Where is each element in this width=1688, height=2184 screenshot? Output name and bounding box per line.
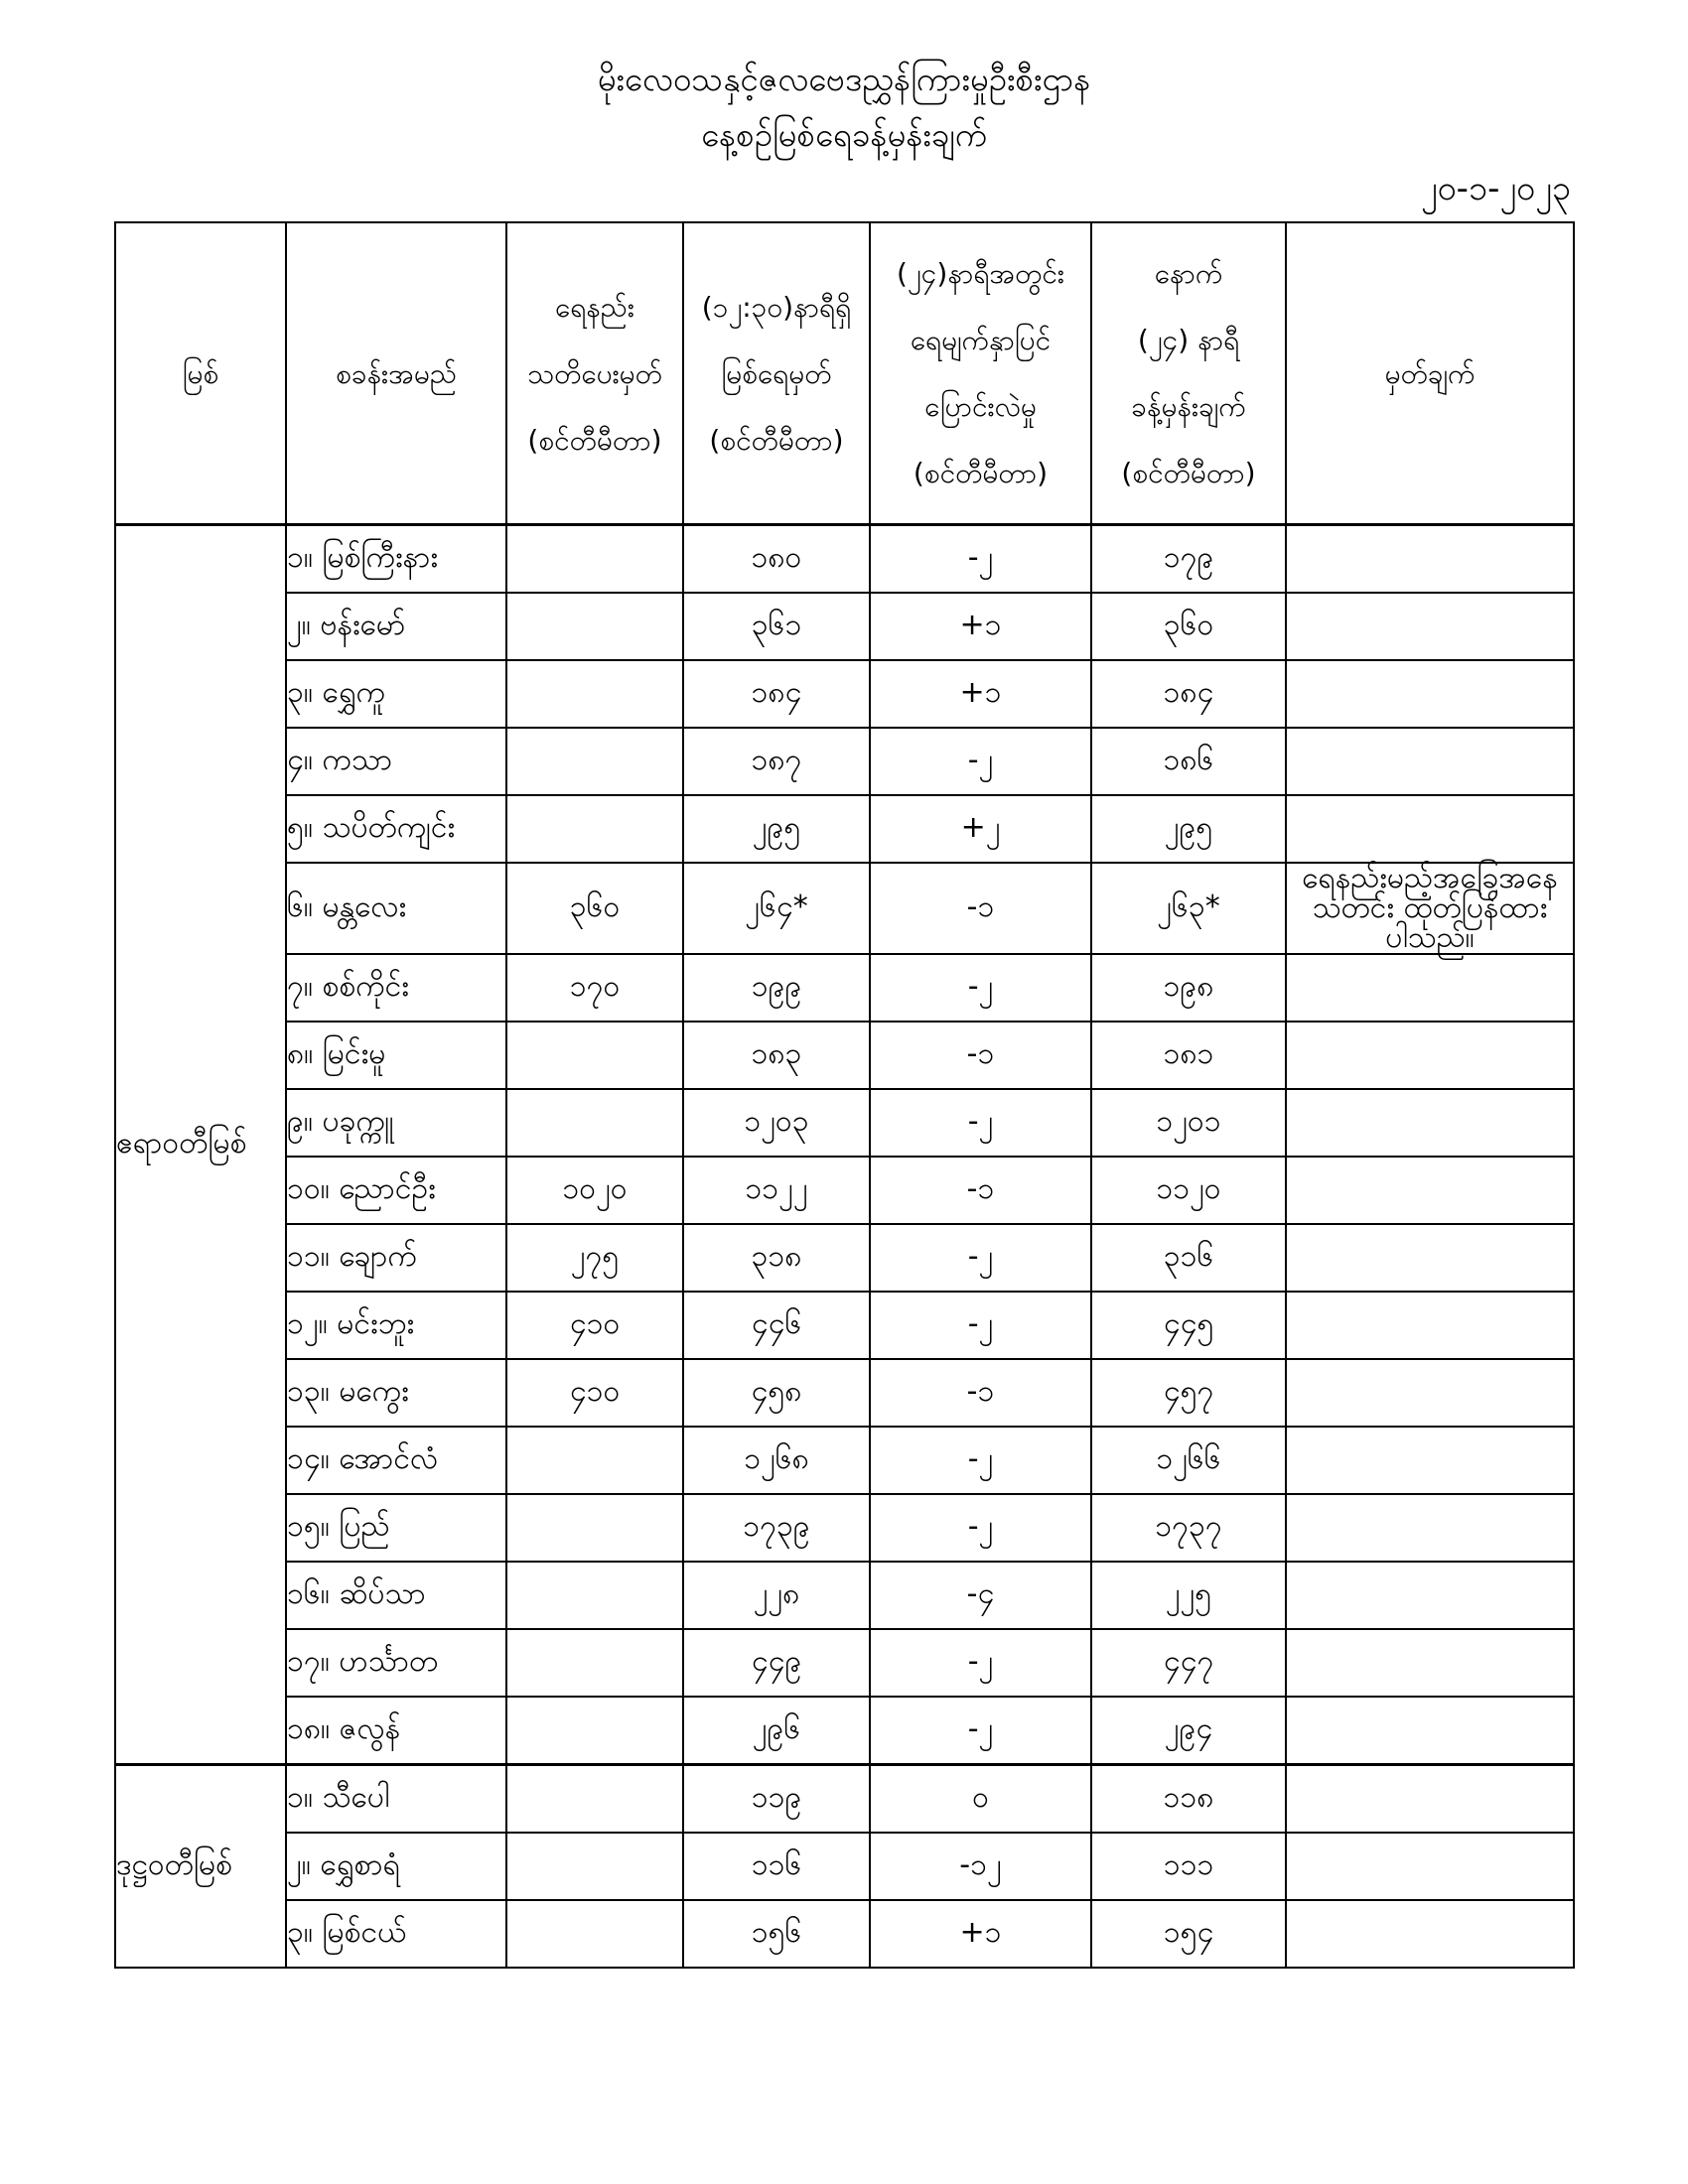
page-subtitle: နေ့စဉ်မြစ်ရေခန့်မှန်းချက် [701,115,987,154]
table-row [115,1494,1574,1562]
header-line: ပြောင်းလဲမှု [924,390,1037,423]
change-cell: -၂ [870,1494,1091,1562]
table-row [115,1697,1574,1765]
table-row [115,728,1574,795]
danger-level-cell [506,1900,683,1968]
remark-cell: ရေနည်းမည့်အခြေအနေသတင်း ထုတ်ပြန်ထားပါသည်။ [1286,863,1574,954]
water-level-cell: ၁၈၃ [683,1022,870,1089]
header-line: (စင်တီမီတာ) [527,423,662,457]
header-line: (၂၄)နာရီအတွင်း [896,257,1065,290]
station-name-cell: ၇။ စစ်ကိုင်း [286,954,506,1022]
danger-level-cell [506,1629,683,1697]
change-cell: -၂ [870,1224,1091,1292]
station-name-cell: ၁၇။ ဟင်္သာတ [286,1629,506,1697]
remark-cell [1286,1089,1574,1157]
station-name-cell: ၁၃။ မကွေး [286,1359,506,1427]
forecast-cell: ၂၉၅ [1091,795,1286,863]
header-line: ခန့်မှန်းချက် [1131,390,1246,423]
danger-level-cell [506,593,683,660]
danger-level-cell [506,1089,683,1157]
forecast-cell: ၄၄၅ [1091,1292,1286,1359]
change-cell: +၁ [870,1900,1091,1968]
table-row [115,1562,1574,1629]
forecast-cell: ၁၉၈ [1091,954,1286,1022]
page-title: မိုးလေဝသနှင့်ဇလဗေဒညွှန်ကြားမှုဦးစီးဌာန [597,60,1091,98]
remark-cell [1286,1022,1574,1089]
station-name-cell: ၃။ မြစ်ငယ် [286,1900,506,1968]
header-line: မြစ်ရေမှတ် [721,356,832,390]
table-row [115,1224,1574,1292]
table-row [115,1157,1574,1224]
danger-level-cell [506,1494,683,1562]
danger-level-cell [506,660,683,728]
remark-cell [1286,1900,1574,1968]
table-row [115,525,1574,594]
column-header-station [286,222,506,525]
station-name-cell: ၈။ မြင်းမူ [286,1022,506,1089]
water-level-cell: ၄၅၈ [683,1359,870,1427]
water-level-cell: ၂၆၄* [683,863,870,954]
danger-level-cell [506,1833,683,1900]
table-row [115,954,1574,1022]
forecast-cell: ၁၈၄ [1091,660,1286,728]
forecast-cell: ၂၉၄ [1091,1697,1286,1765]
remark-cell [1286,1833,1574,1900]
table-row [115,795,1574,863]
header-line: ရေနည်း [555,290,634,324]
remark-cell [1286,795,1574,863]
station-name-cell: ၆။ မန္တလေး [286,863,506,954]
header-line: သတိပေးမှတ် [527,356,662,390]
danger-level-cell: ၂၇၅ [506,1224,683,1292]
table-row [115,1089,1574,1157]
forecast-cell: ၁၅၄ [1091,1900,1286,1968]
remark-cell [1286,593,1574,660]
table-row [115,593,1574,660]
danger-level-cell: ၄၁၀ [506,1359,683,1427]
remark-cell [1286,1224,1574,1292]
danger-level-cell [506,728,683,795]
station-name-cell: ၁၂။ မင်းဘူး [286,1292,506,1359]
water-level-cell: ၁၂၆၈ [683,1427,870,1494]
table-row [115,1292,1574,1359]
river-name-cell: ဒုဋ္ဌဝတီမြစ် [115,1765,286,1969]
table-row [115,1022,1574,1089]
remark-cell [1286,1562,1574,1629]
remark-cell [1286,954,1574,1022]
change-cell: -၂ [870,954,1091,1022]
water-level-cell: ၁၈၀ [683,525,870,594]
water-level-cell: ၃၁၈ [683,1224,870,1292]
forecast-cell: ၁၁၈ [1091,1765,1286,1834]
forecast-cell: ၁၁၁ [1091,1833,1286,1900]
danger-level-cell [506,525,683,594]
change-cell: -၂ [870,1089,1091,1157]
forecast-cell: ၂၂၅ [1091,1562,1286,1629]
change-cell: -၁ [870,863,1091,954]
water-level-cell: ၄၄၆ [683,1292,870,1359]
change-cell: -၁ [870,1157,1091,1224]
danger-level-cell: ၁၇၀ [506,954,683,1022]
station-name-cell: ၅။ သပိတ်ကျင်း [286,795,506,863]
danger-level-cell: ၃၆၀ [506,863,683,954]
change-cell: +၂ [870,795,1091,863]
remark-cell [1286,525,1574,594]
change-cell: +၁ [870,660,1091,728]
remark-cell [1286,1292,1574,1359]
header-line: (၁၂:၃၀)နာရီရှိ [701,290,852,324]
water-level-cell: ၁၂၀၃ [683,1089,870,1157]
station-name-cell: ၁၀။ ညောင်ဦး [286,1157,506,1224]
remark-cell [1286,1765,1574,1834]
change-cell: ၀ [870,1765,1091,1834]
station-name-cell: ၉။ ပခုက္ကူ [286,1089,506,1157]
header-line: နောက် [1154,257,1223,290]
station-name-cell: ၁၁။ ချောက် [286,1224,506,1292]
danger-level-cell: ၁၀၂၀ [506,1157,683,1224]
station-name-cell: ၁။ မြစ်ကြီးနား [286,525,506,594]
water-level-cell: ၁၈၄ [683,660,870,728]
station-name-cell: ၃။ ရွှေကူ [286,660,506,728]
station-name-cell: ၁၄။ အောင်လံ [286,1427,506,1494]
forecast-cell: ၄၄၇ [1091,1629,1286,1697]
forecast-cell: ၃၁၆ [1091,1224,1286,1292]
forecast-cell: ၁၇၉ [1091,525,1286,594]
column-header-remarks [1286,222,1574,525]
header-line: (စင်တီမီတာ) [709,423,844,457]
station-name-cell: ၄။ ကသာ [286,728,506,795]
forecast-cell: ၂၆၃* [1091,863,1286,954]
column-header-24h-change [870,222,1091,525]
header-line: (စင်တီမီတာ) [913,457,1049,489]
water-level-cell: ၃၆၁ [683,593,870,660]
forecast-cell: ၁၈၆ [1091,728,1286,795]
change-cell: +၁ [870,593,1091,660]
water-level-cell: ၂၂၈ [683,1562,870,1629]
header-line: (၂၄) နာရီ [1137,324,1240,356]
column-header-water-level [683,222,870,525]
header-line: မြစ် [182,356,219,390]
column-header-danger-level [506,222,683,525]
water-level-cell: ၁၁၂၂ [683,1157,870,1224]
water-level-cell: ၂၉၆ [683,1697,870,1765]
column-header-24h-forecast [1091,222,1286,525]
forecast-cell: ၁၂၀၁ [1091,1089,1286,1157]
water-level-cell: ၂၉၅ [683,795,870,863]
change-cell: -၂ [870,1427,1091,1494]
forecast-cell: ၁၁၂၀ [1091,1157,1286,1224]
station-name-cell: ၁။ သီပေါ [286,1765,506,1834]
water-level-cell: ၁၁၆ [683,1833,870,1900]
remark-cell [1286,1494,1574,1562]
table-row [115,1833,1574,1900]
danger-level-cell [506,1765,683,1834]
danger-level-cell [506,1022,683,1089]
remark-cell [1286,1697,1574,1765]
table-header-row [115,222,1574,525]
table-row [115,1427,1574,1494]
danger-level-cell [506,795,683,863]
danger-level-cell: ၄၁၀ [506,1292,683,1359]
remark-cell [1286,1157,1574,1224]
remark-cell [1286,1629,1574,1697]
water-level-cell: ၁၁၉ [683,1765,870,1834]
table-row [115,660,1574,728]
water-level-cell: ၄၄၉ [683,1629,870,1697]
forecast-cell: ၁၂၆၆ [1091,1427,1286,1494]
remark-cell [1286,728,1574,795]
danger-level-cell [506,1427,683,1494]
header-line: (စင်တီမီတာ) [1121,457,1256,489]
remark-cell [1286,1427,1574,1494]
table-row [115,1900,1574,1968]
danger-level-cell [506,1562,683,1629]
change-cell: -၂ [870,728,1091,795]
remark-cell [1286,660,1574,728]
station-name-cell: ၁၅။ ပြည် [286,1494,506,1562]
water-level-cell: ၁၈၇ [683,728,870,795]
header-line: စခန်းအမည် [336,356,457,390]
column-header-river [115,222,286,525]
water-level-cell: ၁၇၃၉ [683,1494,870,1562]
station-name-cell: ၂။ ဗန်းမော် [286,593,506,660]
header-line: မှတ်ချက် [1384,356,1476,390]
water-level-cell: ၁၉၉ [683,954,870,1022]
table-row [115,1629,1574,1697]
danger-level-cell [506,1697,683,1765]
table-row [115,1765,1574,1834]
change-cell: -၂ [870,1292,1091,1359]
change-cell: -၂ [870,525,1091,594]
report-date: ၂၀-၁-၂၀၂၃ [1420,169,1571,208]
header-line: ရေမျက်နှာပြင် [910,324,1052,356]
change-cell: -၂ [870,1629,1091,1697]
river-forecast-table [114,221,1575,1969]
change-cell: -၁ [870,1359,1091,1427]
table-row [115,1359,1574,1427]
station-name-cell: ၁၈။ ဇလွန် [286,1697,506,1765]
forecast-cell: ၁၇၃၇ [1091,1494,1286,1562]
station-name-cell: ၂။ ရွှေစာရံ [286,1833,506,1900]
change-cell: -၄ [870,1562,1091,1629]
table-row [115,863,1574,954]
forecast-cell: ၃၆၀ [1091,593,1286,660]
forecast-cell: ၄၅၇ [1091,1359,1286,1427]
remark-cell [1286,1359,1574,1427]
change-cell: -၁၂ [870,1833,1091,1900]
station-name-cell: ၁၆။ ဆိပ်သာ [286,1562,506,1629]
change-cell: -၂ [870,1697,1091,1765]
water-level-cell: ၁၅၆ [683,1900,870,1968]
river-name-cell: ဧရာဝတီမြစ် [115,525,286,1765]
table-body [115,525,1574,1969]
change-cell: -၁ [870,1022,1091,1089]
forecast-cell: ၁၈၁ [1091,1022,1286,1089]
